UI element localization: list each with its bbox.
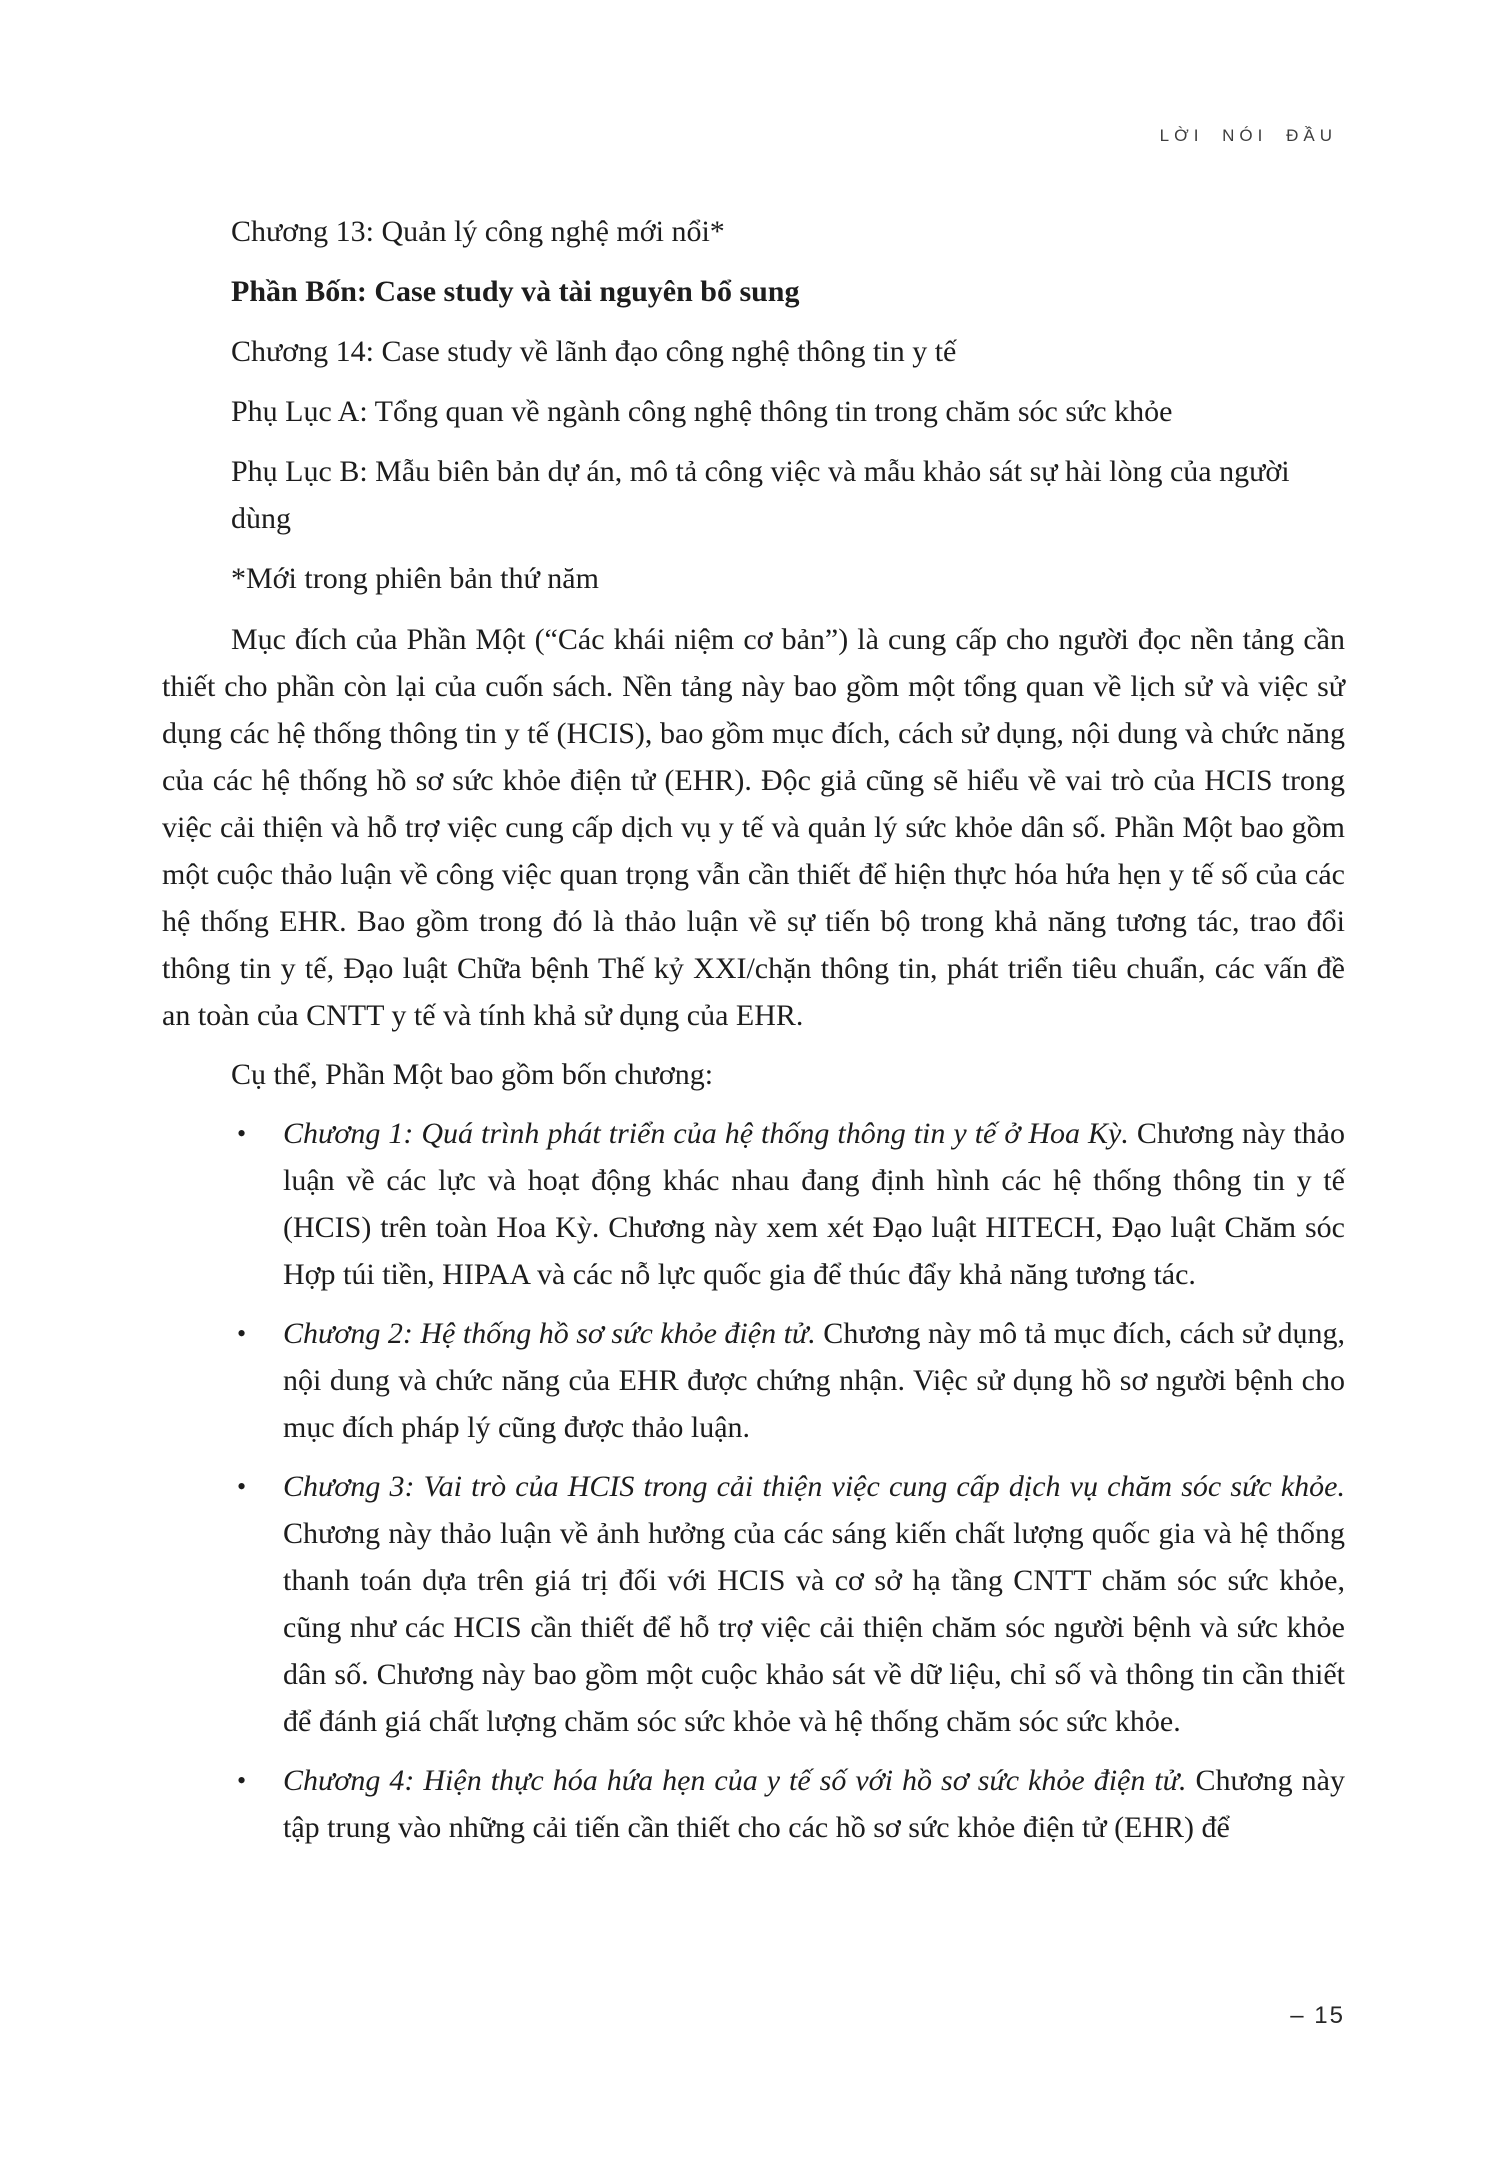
bullet-chapter-1-title: Chương 1: Quá trình phát triển của hệ thống thông tin y tế ở Hoa Kỳ. (283, 1117, 1129, 1150)
bullet-dot-icon: • (237, 1766, 247, 1795)
bullet-chapter-4-title: Chương 4: Hiện thực hóa hứa hẹn của y tế số với hồ sơ sức khỏe điện tử. (283, 1764, 1187, 1797)
paragraph-four-chapters-lead: Cụ thể, Phần Một bao gồm bốn chương: (231, 1058, 714, 1091)
bullet-chapter-4 (162, 1757, 1345, 1851)
bullet-chapter-1 (162, 1110, 1345, 1298)
front-item-chapter-14: Chương 14: Case study về lãnh đạo công nghệ thông tin y tế (231, 335, 957, 368)
front-item-chapter-13: Chương 13: Quản lý công nghệ mới nổi* (231, 215, 725, 248)
running-header: LỜI NÓI ĐẦU (1159, 126, 1337, 145)
page-content (162, 208, 1345, 1863)
bullet-dot-icon: • (237, 1472, 247, 1501)
bullet-chapter-1-body: Chương này thảo luận về các lực và hoạt động khác nhau đang định hình các hệ thống thông tin y tế (HCIS) trên toàn Hoa Kỳ. Chương này xem xét Đạo luật HITECH, Đạo luật Chăm sóc Hợp túi tiền, HIPAA và các nỗ lực quốc gia để thúc đẩy khả năng tương tác. (283, 1117, 1345, 1291)
front-item-part-four: Phần Bốn: Case study và tài nguyên bổ sung (231, 275, 800, 308)
front-item-new-in-fifth-edition-note: *Mới trong phiên bản thứ năm (231, 562, 599, 595)
chapter-bullet-list (162, 1110, 1345, 1851)
page-number: – 15 (1290, 2002, 1345, 2029)
front-item-appendix-b: Phụ Lục B: Mẫu biên bản dự án, mô tả công việc và mẫu khảo sát sự hài lòng của người dùng (231, 455, 1290, 535)
front-matter-list (231, 208, 1345, 602)
front-item-appendix-a: Phụ Lục A: Tổng quan về ngành công nghệ thông tin trong chăm sóc sức khỏe (231, 395, 1173, 428)
bullet-chapter-3-body: Chương này thảo luận về ảnh hưởng của các sáng kiến chất lượng quốc gia và hệ thống thanh toán dựa trên giá trị đối với HCIS và cơ sở hạ tầng CNTT chăm sóc sức khỏe, cũng như các HCIS cần thiết để hỗ trợ việc cải thiện chăm sóc người bệnh và sức khỏe dân số. Chương này bao gồm một cuộc khảo sát về dữ liệu, chỉ số và thông tin cần thiết để đánh giá chất lượng chăm sóc sức khỏe và hệ thống chăm sóc sức khỏe. (283, 1517, 1345, 1738)
bullet-chapter-2-title: Chương 2: Hệ thống hồ sơ sức khỏe điện tử. (283, 1317, 816, 1350)
bullet-chapter-3-title: Chương 3: Vai trò của HCIS trong cải thiện việc cung cấp dịch vụ chăm sóc sức khỏe. (283, 1470, 1345, 1503)
bullet-dot-icon: • (237, 1119, 247, 1148)
bullet-chapter-3 (162, 1463, 1345, 1745)
bullet-chapter-2-body: Chương này mô tả mục đích, cách sử dụng, nội dung và chức năng của EHR được chứng nhận. Việc sử dụng hồ sơ người bệnh cho mục đích pháp lý cũng được thảo luận. (283, 1317, 1345, 1444)
bullet-chapter-2 (162, 1310, 1345, 1451)
bullet-chapter-4-body: Chương này tập trung vào những cải tiến cần thiết cho các hồ sơ sức khỏe điện tử (EHR) để (283, 1764, 1345, 1844)
paragraph-part-one-purpose: Mục đích của Phần Một (“Các khái niệm cơ bản”) là cung cấp cho người đọc nền tảng cần thiết cho phần còn lại của cuốn sách. Nền tảng này bao gồm một tổng quan về lịch sử và việc sử dụng các hệ thống thông tin y tế (HCIS), bao gồm mục đích, cách sử dụng, nội dung và chức năng của các hệ thống hồ sơ sức khỏe điện tử (EHR). Độc giả cũng sẽ hiểu về vai trò của HCIS trong việc cải thiện và hỗ trợ việc cung cấp dịch vụ y tế và quản lý sức khỏe dân số. Phần Một bao gồm một cuộc thảo luận về công việc quan trọng vẫn cần thiết để hiện thực hóa hứa hẹn y tế số của các hệ thống EHR. Bao gồm trong đó là thảo luận về sự tiến bộ trong khả năng tương tác, trao đổi thông tin y tế, Đạo luật Chữa bệnh Thế kỷ XXI/chặn thông tin, phát triển tiêu chuẩn, các vấn đề an toàn của CNTT y tế và tính khả sử dụng của EHR. (162, 623, 1345, 1032)
bullet-dot-icon: • (237, 1319, 247, 1348)
